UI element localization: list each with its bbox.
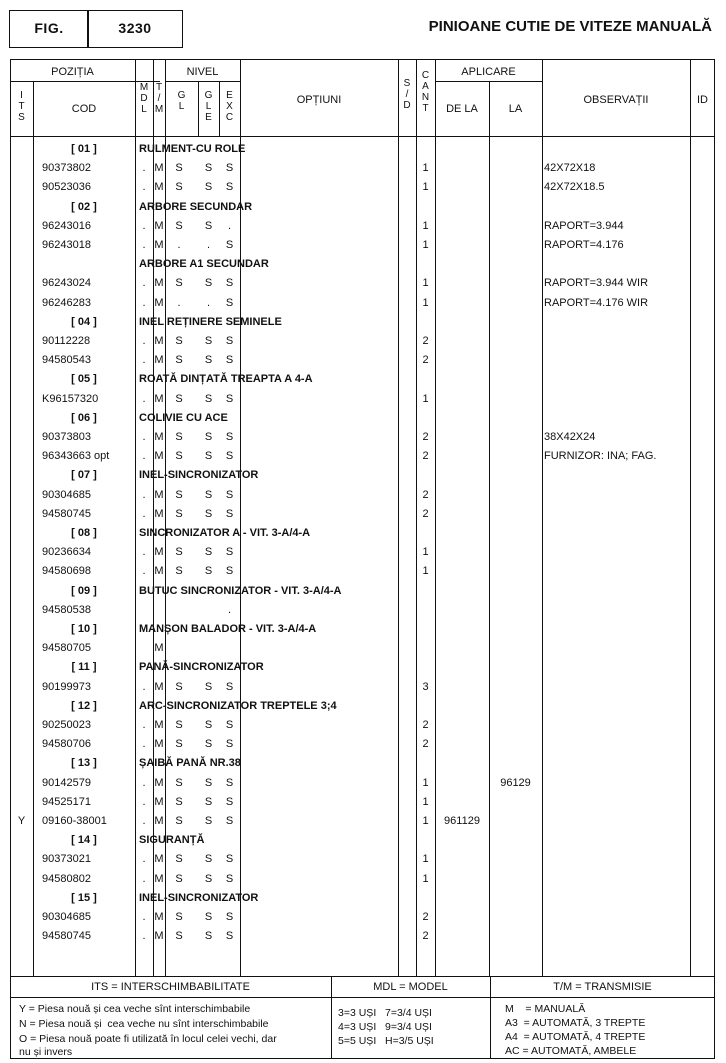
cell-tm: M	[154, 489, 164, 501]
cell-gle: S	[204, 393, 213, 405]
cell-obs: FURNIZOR: INA; FAG.	[544, 450, 657, 462]
page-title: PINIOANE CUTIE DE VITEZE MANUALĂ	[428, 18, 712, 35]
cell-mdl: .	[142, 239, 146, 251]
cell-exc: S	[225, 930, 234, 942]
col-la: LA	[508, 103, 523, 115]
cell-obs: RAPORT=4.176 WIR	[544, 297, 649, 309]
cell-obs: 42X72X18	[544, 162, 596, 174]
its-legend-line: O = Piesa nouă poate fi utilizată în locul celei vechi, dar	[19, 1033, 277, 1045]
rule	[10, 997, 715, 998]
col-tm: T / M	[154, 82, 164, 115]
group-position: [ 02 ]	[71, 201, 97, 213]
cell-tm: M	[154, 297, 164, 309]
cell-exc: S	[225, 719, 234, 731]
cell-cod: 96243016	[42, 220, 91, 232]
cell-obs: 38X42X24	[544, 431, 596, 443]
cell-exc: S	[225, 508, 234, 520]
cell-gl: S	[175, 815, 183, 827]
cell-mdl: .	[142, 815, 146, 827]
cell-cant: 1	[422, 220, 429, 232]
cell-tm: M	[154, 681, 164, 693]
group-description: PANĂ-SINCRONIZATOR	[139, 661, 264, 673]
cell-cod: 90373803	[42, 431, 91, 443]
cell-exc: S	[225, 565, 234, 577]
cell-cant: 1	[422, 297, 429, 309]
cell-mdl: .	[142, 354, 146, 366]
rule	[542, 59, 543, 976]
cell-gle: S	[204, 738, 213, 750]
cell-mdl: .	[142, 162, 146, 174]
cell-tm: M	[154, 911, 164, 923]
cell-tm: M	[154, 220, 164, 232]
group-description: ARBORE A1 SECUNDAR	[139, 258, 269, 270]
cell-cant: 1	[422, 239, 429, 251]
cell-gle: S	[204, 431, 213, 443]
cell-tm: M	[154, 354, 164, 366]
cell-exc: S	[225, 796, 234, 808]
cell-cod: 90304685	[42, 489, 91, 501]
group-position: [ 07 ]	[71, 469, 97, 481]
group-position: [ 13 ]	[71, 757, 97, 769]
cell-gle: .	[206, 297, 211, 309]
group-description: ȘAIBĂ PANĂ NR.38	[139, 757, 241, 769]
group-position: [ 08 ]	[71, 527, 97, 539]
cell-tm: M	[154, 815, 164, 827]
cell-gle: S	[204, 815, 213, 827]
cell-gle: S	[204, 853, 213, 865]
col-cant: C A N T	[421, 70, 430, 114]
cell-cod: 90236634	[42, 546, 91, 558]
cell-mdl: .	[142, 565, 146, 577]
tm-legend-line: AC = AUTOMATĂ, AMBELE	[505, 1045, 637, 1057]
group-description: MANȘON BALADOR - VIT. 3-A/4-A	[139, 623, 317, 635]
group-description: INEL REȚINERE SEMINELE	[139, 316, 282, 328]
group-position: [ 15 ]	[71, 892, 97, 904]
group-description: ROATĂ DINȚATĂ TREAPTA A 4-A	[139, 373, 313, 385]
group-position: [ 04 ]	[71, 316, 97, 328]
cell-gl: S	[175, 738, 183, 750]
cell-exc: S	[225, 681, 234, 693]
cell-la: 96129	[500, 777, 531, 789]
cell-cant: 1	[422, 393, 429, 405]
cell-mdl: .	[142, 181, 146, 193]
cell-tm: M	[154, 930, 164, 942]
cell-its: Y	[17, 815, 26, 827]
cell-gle: S	[204, 565, 213, 577]
cell-exc: S	[225, 853, 234, 865]
cell-gl: .	[177, 297, 181, 309]
cell-cod: 90373802	[42, 162, 91, 174]
cell-tm: M	[154, 796, 164, 808]
col-optiuni: OPȚIUNI	[296, 94, 342, 106]
cell-cant: 1	[422, 796, 429, 808]
cell-tm: M	[154, 450, 164, 462]
cell-cod: 94580705	[42, 642, 91, 654]
cell-obs: 42X72X18.5	[544, 181, 605, 193]
cell-cod: 96343663 opt	[42, 450, 110, 462]
cell-cant: 1	[422, 181, 429, 193]
cell-cod: 09160-38001	[42, 815, 107, 827]
cell-gle: S	[204, 873, 213, 885]
cell-gle: S	[204, 681, 213, 693]
cell-gl: S	[175, 489, 183, 501]
cell-gl: S	[175, 930, 183, 942]
group-description: ARC-SINCRONIZATOR TREPTELE 3;4	[139, 700, 337, 712]
cell-gl: S	[175, 508, 183, 520]
cell-exc: S	[225, 277, 234, 289]
cell-exc: S	[225, 393, 234, 405]
cell-tm: M	[154, 777, 164, 789]
rule	[489, 81, 490, 976]
cell-mdl: .	[142, 450, 146, 462]
cell-cant: 1	[422, 853, 429, 865]
group-position: [ 01 ]	[71, 143, 97, 155]
cell-obs: RAPORT=4.176	[544, 239, 624, 251]
cell-tm: M	[154, 738, 164, 750]
cell-tm: M	[154, 393, 164, 405]
col-sd: S / D	[403, 78, 411, 111]
cell-cant: 2	[422, 489, 429, 501]
cell-mdl: .	[142, 489, 146, 501]
cell-mdl: .	[142, 681, 146, 693]
cell-mdl: .	[142, 911, 146, 923]
cell-cant: 1	[422, 565, 429, 577]
cell-tm: M	[154, 431, 164, 443]
group-position: [ 09 ]	[71, 585, 97, 597]
cell-gl: S	[175, 393, 183, 405]
cell-tm: M	[154, 277, 164, 289]
cell-gl: S	[175, 431, 183, 443]
cell-gl: S	[175, 777, 183, 789]
group-description: INEL-SINCRONIZATOR	[139, 469, 259, 481]
cell-gle: S	[204, 450, 213, 462]
cell-cant: 2	[422, 738, 429, 750]
rule	[435, 59, 436, 976]
col-nivel: NIVEL	[186, 66, 219, 78]
group-description: SINCRONIZATOR A - VIT. 3-A/4-A	[139, 527, 311, 539]
tm-legend-line: A4 = AUTOMATĂ, 4 TREPTE	[505, 1031, 646, 1043]
cell-mdl: .	[142, 297, 146, 309]
cell-exc: S	[225, 546, 234, 558]
cell-exc: S	[225, 239, 234, 251]
cell-tm: M	[154, 853, 164, 865]
cell-gle: .	[206, 239, 211, 251]
cell-cant: 2	[422, 450, 429, 462]
cell-gle: S	[204, 546, 213, 558]
tm-legend-line: M = MANUALĂ	[505, 1003, 586, 1015]
cell-cant: 1	[422, 873, 429, 885]
cell-gle: S	[204, 162, 213, 174]
cell-exc: S	[225, 162, 234, 174]
cell-exc: S	[225, 431, 234, 443]
cell-exc: .	[227, 220, 232, 232]
cell-cod: 90373021	[42, 853, 91, 865]
cell-cod: 90523036	[42, 181, 91, 193]
fig-label: FIG.	[34, 20, 64, 36]
cell-cod: 96243024	[42, 277, 91, 289]
cell-cod: 94580543	[42, 354, 91, 366]
cell-exc: S	[225, 873, 234, 885]
col-cod: COD	[71, 103, 97, 115]
cell-gl: S	[175, 796, 183, 808]
cell-gle: S	[204, 777, 213, 789]
cell-obs: RAPORT=3.944	[544, 220, 624, 232]
cell-tm: M	[154, 873, 164, 885]
cell-exc: S	[225, 335, 234, 347]
cell-mdl: .	[142, 777, 146, 789]
cell-cod: 90304685	[42, 911, 91, 923]
col-pozitia: POZIȚIA	[51, 66, 94, 78]
cell-gl: S	[175, 277, 183, 289]
its-legend-line: Y = Piesa nouă și cea veche sînt interschimbabile	[19, 1003, 251, 1015]
group-description: ARBORE SECUNDAR	[139, 201, 253, 213]
cell-exc: S	[225, 354, 234, 366]
cell-cant: 1	[422, 162, 429, 174]
cell-cant: 3	[422, 681, 429, 693]
cell-gl: S	[175, 853, 183, 865]
cell-mdl: .	[142, 220, 146, 232]
cell-cod: 94525171	[42, 796, 91, 808]
cell-cod: 90142579	[42, 777, 91, 789]
cell-cant: 2	[422, 431, 429, 443]
col-gl: G L	[177, 90, 186, 112]
cell-gl: S	[175, 719, 183, 731]
cell-cod: K96157320	[42, 393, 99, 405]
its-legend-title: ITS = INTERSCHIMBABILITATE	[91, 981, 250, 993]
rule	[165, 81, 241, 82]
fig-number: 3230	[118, 20, 152, 36]
cell-cod: 96243018	[42, 239, 91, 251]
cell-mdl: .	[142, 738, 146, 750]
cell-tm: M	[154, 719, 164, 731]
cell-cant: 2	[422, 508, 429, 520]
cell-exc: S	[225, 450, 234, 462]
cell-gle: S	[204, 911, 213, 923]
group-position: [ 10 ]	[71, 623, 97, 635]
cell-cant: 2	[422, 354, 429, 366]
col-mdl: M D L	[139, 82, 149, 115]
col-gle: G L E	[204, 90, 213, 123]
cell-mdl: .	[142, 277, 146, 289]
mdl-legend-title: MDL = MODEL	[373, 981, 448, 993]
group-description: COLIVIE CU ACE	[139, 412, 228, 424]
group-description: RULMENT-CU ROLE	[139, 143, 246, 155]
group-description: INEL-SINCRONIZATOR	[139, 892, 259, 904]
cell-mdl: .	[142, 930, 146, 942]
group-description: SIGURANȚĂ	[139, 834, 205, 846]
cell-tm: M	[154, 335, 164, 347]
cell-exc: S	[225, 777, 234, 789]
col-exc: E X C	[225, 90, 234, 123]
cell-tm: M	[154, 508, 164, 520]
cell-mdl: .	[142, 853, 146, 865]
cell-obs: RAPORT=3.944 WIR	[544, 277, 649, 289]
cell-tm: M	[154, 181, 164, 193]
cell-gle: S	[204, 354, 213, 366]
cell-mdl: .	[142, 393, 146, 405]
cell-gle: S	[204, 220, 213, 232]
rule	[398, 59, 399, 976]
cell-exc: S	[225, 181, 234, 193]
cell-exc: S	[225, 489, 234, 501]
cell-gle: S	[204, 277, 213, 289]
cell-gl: S	[175, 911, 183, 923]
cell-mdl: .	[142, 431, 146, 443]
col-its: I T S	[18, 90, 25, 123]
cell-gle: S	[204, 508, 213, 520]
cell-gle: S	[204, 796, 213, 808]
cell-cant: 1	[422, 546, 429, 558]
cell-gle: S	[204, 335, 213, 347]
cell-cod: 90112228	[42, 335, 91, 347]
cell-gl: S	[175, 335, 183, 347]
cell-gl: .	[177, 239, 181, 251]
cell-gl: S	[175, 162, 183, 174]
cell-tm: M	[154, 546, 164, 558]
mdl-legend-line: 4=3 UȘI 9=3/4 UȘI	[338, 1021, 432, 1033]
cell-cant: 2	[422, 335, 429, 347]
col-aplicare: APLICARE	[461, 66, 516, 78]
tm-legend-title: T/M = TRANSMISIE	[553, 981, 652, 993]
cell-exc: S	[225, 297, 234, 309]
cell-cant: 1	[422, 815, 429, 827]
cell-exc: .	[227, 604, 232, 616]
cell-mdl: .	[142, 546, 146, 558]
cell-cant: 2	[422, 719, 429, 731]
cell-gl: S	[175, 873, 183, 885]
cell-cod: 90199973	[42, 681, 91, 693]
cell-mdl: .	[142, 873, 146, 885]
col-id: ID	[697, 94, 708, 106]
cell-cod: 94580802	[42, 873, 91, 885]
cell-cod: 94580706	[42, 738, 91, 750]
col-de-la: DE LA	[446, 103, 478, 115]
cell-gl: S	[175, 681, 183, 693]
cell-exc: S	[225, 815, 234, 827]
group-position: [ 11 ]	[71, 661, 97, 673]
cell-mdl: .	[142, 796, 146, 808]
group-position: [ 05 ]	[71, 373, 97, 385]
group-position: [ 12 ]	[71, 700, 97, 712]
rule	[10, 136, 715, 137]
group-position: [ 06 ]	[71, 412, 97, 424]
cell-mdl: .	[142, 335, 146, 347]
cell-dela: 961129	[444, 815, 480, 827]
rule	[690, 59, 691, 976]
tm-legend-line: A3 = AUTOMATĂ, 3 TREPTE	[505, 1017, 646, 1029]
cell-gl: S	[175, 354, 183, 366]
cell-gle: S	[204, 719, 213, 731]
col-observatii: OBSERVAȚII	[583, 94, 649, 106]
cell-tm: M	[154, 565, 164, 577]
rule	[10, 976, 715, 977]
cell-exc: S	[225, 911, 234, 923]
cell-gl: S	[175, 546, 183, 558]
cell-gle: S	[204, 489, 213, 501]
cell-gle: S	[204, 930, 213, 942]
mdl-legend-line: 3=3 UȘI 7=3/4 UȘI	[338, 1007, 432, 1019]
cell-tm: M	[154, 642, 164, 654]
cell-cod: 90250023	[42, 719, 91, 731]
cell-cod: 96246283	[42, 297, 91, 309]
cell-gl: S	[175, 181, 183, 193]
cell-gle: S	[204, 181, 213, 193]
cell-cod: 94580745	[42, 930, 91, 942]
cell-cant: 2	[422, 930, 429, 942]
cell-cod: 94580698	[42, 565, 91, 577]
cell-mdl: .	[142, 508, 146, 520]
cell-gl: S	[175, 450, 183, 462]
cell-gl: S	[175, 565, 183, 577]
cell-cant: 1	[422, 777, 429, 789]
its-legend-line: N = Piesa nouă și cea veche nu sînt interschimbabile	[19, 1018, 269, 1030]
cell-tm: M	[154, 162, 164, 174]
group-position: [ 14 ]	[71, 834, 97, 846]
mdl-legend-line: 5=5 UȘI H=3/5 UȘI	[338, 1035, 434, 1047]
cell-cant: 2	[422, 911, 429, 923]
its-legend-line: nu și invers	[19, 1046, 73, 1058]
cell-tm: M	[154, 239, 164, 251]
cell-mdl: .	[142, 719, 146, 731]
group-description: BUTUC SINCRONIZATOR - VIT. 3-A/4-A	[139, 585, 342, 597]
rule	[240, 59, 241, 976]
cell-cod: 94580745	[42, 508, 91, 520]
cell-cod: 94580538	[42, 604, 91, 616]
cell-gl: S	[175, 220, 183, 232]
cell-exc: S	[225, 738, 234, 750]
cell-cant: 1	[422, 277, 429, 289]
